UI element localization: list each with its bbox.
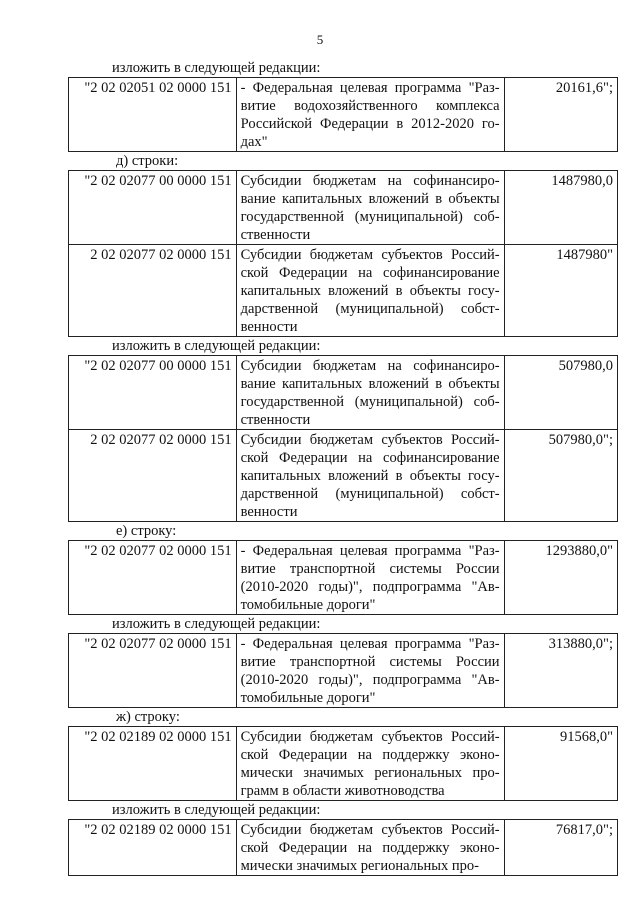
table-row: [69, 245, 618, 337]
table-row: [69, 634, 618, 708]
description-line: Субсидии бюджетам субъектов Россий-: [240, 822, 500, 838]
budget-code: 2 02 02077 02 0000 151: [69, 430, 237, 522]
description-line: ской Федерации на софинансирование: [240, 265, 500, 281]
description-line: Субсидии бюджетам субъектов Россий-: [240, 729, 500, 745]
amount-cell: 507980,0";: [504, 430, 617, 522]
section-heading: е) строку:: [116, 523, 177, 539]
amount-cell: 1487980,0: [504, 171, 617, 245]
description-line: - Федеральная целевая программа "Раз-: [240, 543, 500, 559]
description-line: витие водохозяйственного комплекса: [240, 98, 500, 114]
budget-code: "2 02 02051 02 0000 151: [69, 78, 237, 152]
description-line: дарственной (муниципальной) собст-: [240, 301, 500, 317]
description-cell: [236, 356, 504, 430]
description-line: ственности: [240, 412, 311, 428]
description-line: мически значимых региональных про-: [240, 765, 500, 781]
amount-cell: 507980,0: [504, 356, 617, 430]
budget-table: [68, 170, 618, 337]
table-row: [69, 820, 618, 876]
description-line: государственной (муниципальной) соб-: [240, 394, 500, 410]
description-line: государственной (муниципальной) соб-: [240, 209, 500, 225]
description-line: ской Федерации на поддержку эконо-: [240, 840, 500, 856]
description-line: ской Федерации на софинансирование: [240, 450, 500, 466]
description-line: (2010-2020 годы)", подпрограмма "Ав-: [240, 672, 500, 688]
description-cell: [236, 634, 504, 708]
table-row: [69, 430, 618, 522]
description-line: - Федеральная целевая программа "Раз-: [240, 636, 500, 652]
section-heading: ж) строку:: [116, 709, 180, 725]
description-line: капитальных вложений в объекты госу-: [240, 283, 500, 299]
amount-cell: 76817,0";: [504, 820, 617, 876]
description-cell: [236, 727, 504, 801]
description-line: витие транспортной системы России: [240, 561, 500, 577]
section-heading: изложить в следующей редакции:: [112, 60, 321, 76]
budget-table: [68, 726, 618, 801]
budget-table: [68, 633, 618, 708]
description-line: Российской Федерации в 2012-2020 го-: [240, 116, 500, 132]
table-row: [69, 727, 618, 801]
budget-code: "2 02 02189 02 0000 151: [69, 820, 237, 876]
budget-code: 2 02 02077 02 0000 151: [69, 245, 237, 337]
description-line: томобильные дороги": [240, 597, 376, 613]
description-line: (2010-2020 годы)", подпрограмма "Ав-: [240, 579, 500, 595]
description-line: дах": [240, 134, 268, 150]
description-line: Субсидии бюджетам субъектов Россий-: [240, 247, 500, 263]
description-line: венности: [240, 319, 298, 335]
description-cell: [236, 245, 504, 337]
description-line: - Федеральная целевая программа "Раз-: [240, 80, 500, 96]
table-row: [69, 356, 618, 430]
table-row: [69, 78, 618, 152]
description-line: вание капитальных вложений в объекты: [240, 376, 500, 392]
description-line: ственности: [240, 227, 311, 243]
budget-table: [68, 355, 618, 522]
budget-code: "2 02 02077 02 0000 151: [69, 634, 237, 708]
section-heading: изложить в следующей редакции:: [112, 616, 321, 632]
description-cell: [236, 820, 504, 876]
budget-table: [68, 540, 618, 615]
document-body: [68, 60, 618, 877]
description-cell: [236, 171, 504, 245]
description-line: мически значимых региональных про-: [240, 858, 479, 874]
table-row: [69, 171, 618, 245]
description-cell: [236, 430, 504, 522]
description-line: витие транспортной системы России: [240, 654, 500, 670]
description-line: дарственной (муниципальной) собст-: [240, 486, 500, 502]
amount-cell: 1487980": [504, 245, 617, 337]
budget-table: [68, 819, 618, 876]
description-line: вание капитальных вложений в объекты: [240, 191, 500, 207]
budget-code: "2 02 02077 02 0000 151: [69, 541, 237, 615]
description-line: капитальных вложений в объекты госу-: [240, 468, 500, 484]
table-row: [69, 541, 618, 615]
section-heading: изложить в следующей редакции:: [112, 338, 321, 354]
description-line: ской Федерации на поддержку эконо-: [240, 747, 500, 763]
description-line: томобильные дороги": [240, 690, 376, 706]
description-cell: [236, 541, 504, 615]
budget-code: "2 02 02189 02 0000 151: [69, 727, 237, 801]
budget-code: "2 02 02077 00 0000 151: [69, 356, 237, 430]
amount-cell: 20161,6";: [504, 78, 617, 152]
budget-code: "2 02 02077 00 0000 151: [69, 171, 237, 245]
description-line: Субсидии бюджетам на софинансиро-: [240, 173, 500, 189]
page-number: 5: [316, 32, 324, 47]
description-line: Субсидии бюджетам на софинансиро-: [240, 358, 500, 374]
amount-cell: 91568,0": [504, 727, 617, 801]
description-line: венности: [240, 504, 298, 520]
amount-cell: 313880,0";: [504, 634, 617, 708]
amount-cell: 1293880,0": [504, 541, 617, 615]
description-line: Субсидии бюджетам субъектов Россий-: [240, 432, 500, 448]
section-heading: д) строки:: [116, 153, 179, 169]
description-cell: [236, 78, 504, 152]
description-line: грамм в области животноводства: [240, 783, 445, 799]
budget-table: [68, 77, 618, 152]
section-heading: изложить в следующей редакции:: [112, 802, 321, 818]
